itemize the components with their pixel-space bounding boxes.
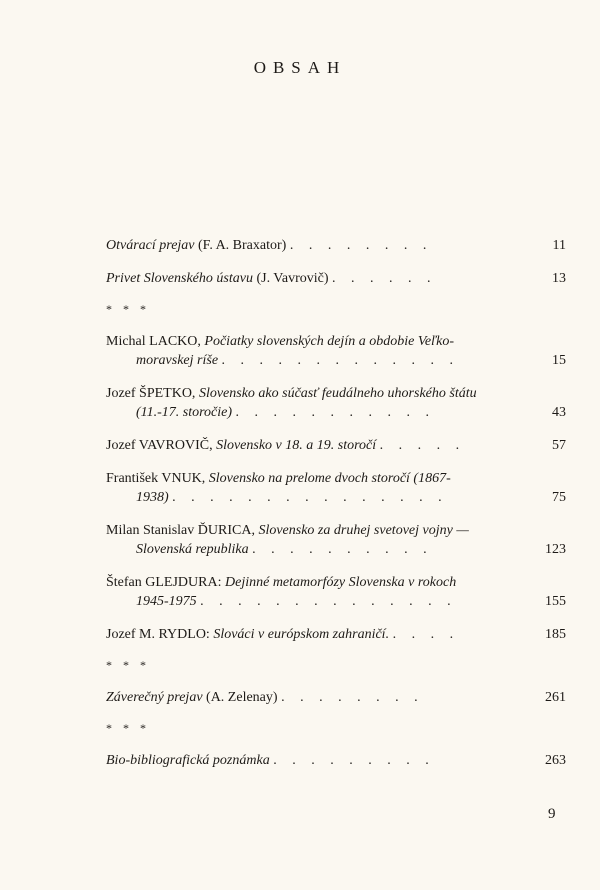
separator-stars: * * * [106,302,150,316]
entry-author: Jozef M. RYDLO: [106,627,214,642]
entry-page: 263 [545,753,566,768]
leader-dots: . . . . . [379,438,466,453]
entry-title: Záverečný prejav [106,690,203,705]
entry-title: Slováci v európskom zahraničí. [213,627,390,642]
toc-entry[interactable] [106,236,566,255]
toc-entry[interactable] [106,751,566,770]
toc-entry[interactable] [106,332,566,370]
entry-page: 43 [552,405,566,420]
toc-entry[interactable] [106,469,566,507]
entry-title: Slovensko za druhej svetovej vojny — [258,523,469,538]
table-of-contents [106,236,566,784]
entry-title: Dejinné metamorfózy Slovenska v rokoch [225,575,457,590]
toc-entry[interactable] [106,384,566,422]
entry-title: Slovensko na prelome dvoch storočí (1867- [208,471,451,486]
entry-author: Jozef ŠPETKO, [106,386,199,401]
leader-dots: . . . . . . . . . . . . . [221,353,460,368]
toc-entry[interactable] [106,436,566,455]
entry-page: 155 [545,594,566,609]
entry-page: 57 [552,438,566,453]
entry-title-cont: moravskej ríše [136,353,219,368]
leader-dots: . . . . . . . . . [273,753,435,768]
entry-title: Bio-bibliografická poznámka [106,753,270,768]
entry-title-cont: 1945-1975 [136,594,197,609]
entry-page: 75 [552,490,566,505]
entry-author: František VNUK, [106,471,209,486]
entry-author: Michal LACKO, [106,334,205,349]
separator-stars: * * * [106,658,150,672]
entry-title: Privet Slovenského ústavu [106,271,253,286]
leader-dots: . . . . . . . . . . . . . . [200,594,457,609]
leader-dots: . . . . . . [332,271,437,286]
entry-page: 123 [545,542,566,557]
entry-page: 185 [545,627,566,642]
entry-title: Otvárací prejav [106,238,195,253]
entry-speaker: (J. Vavrovič) [252,271,329,286]
toc-entry[interactable] [106,269,566,288]
entry-author: Jozef VAVROVIČ, [106,438,217,453]
entry-title-cont: 1938) [136,490,169,505]
entry-title: Počiatky slovenských dejín a obdobie Veľko- [204,334,454,349]
entry-title-cont: (11.-17. storočie) [136,405,233,420]
leader-dots: . . . . . . . . . . . [235,405,436,420]
page-title: OBSAH [253,58,347,77]
toc-entry[interactable] [106,521,566,559]
entry-title: Slovensko v 18. a 19. storočí [216,438,377,453]
toc-entry[interactable] [106,573,566,611]
entry-page: 11 [552,238,566,253]
leader-dots: . . . . . . . . [281,690,424,705]
entry-author: Milan Stanislav ĎURICA, [106,523,259,538]
entry-page: 261 [545,690,566,705]
page-number: 9 [548,806,556,822]
entry-speaker: (F. A. Braxator) [194,238,287,253]
entry-title: Slovensko ako súčasť feudálneho uhorského štátu [198,386,477,401]
separator-stars: * * * [106,721,150,735]
entry-page: 15 [552,353,566,368]
entry-page: 13 [552,271,566,286]
entry-speaker: (A. Zelenay) [202,690,278,705]
toc-entry[interactable] [106,625,566,644]
leader-dots: . . . . . . . . . . . . . . . [172,490,448,505]
toc-entry[interactable] [106,688,566,707]
entry-author: Štefan GLEJDURA: [106,575,225,590]
leader-dots: . . . . [392,627,460,642]
leader-dots: . . . . . . . . . . [252,542,433,557]
leader-dots: . . . . . . . . [289,238,433,253]
entry-title-cont: Slovenská republika [136,542,249,557]
